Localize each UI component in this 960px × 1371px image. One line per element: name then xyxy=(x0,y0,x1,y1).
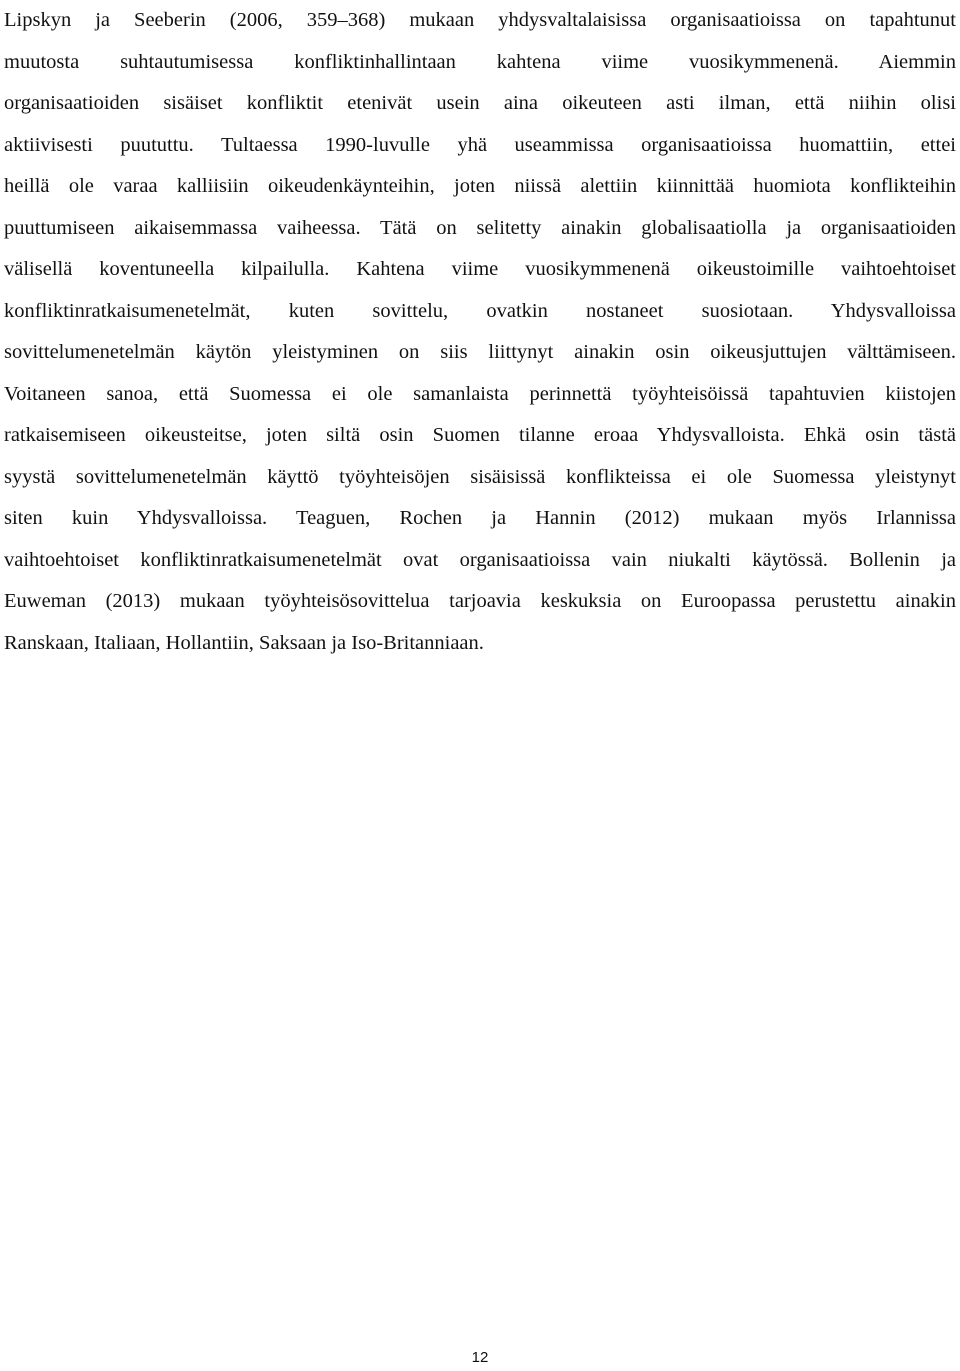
paragraph-line: Voitaneen sanoa, että Suomessa ei ole samanlaista perinnettä työyhteisöissä tapahtuvien kiistojen xyxy=(4,382,956,405)
paragraph-line: muutosta suhtautumisessa konfliktinhallintaan kahtena viime vuosikymmenenä. Aiemmin xyxy=(4,50,956,73)
paragraph-line: siten kuin Yhdysvalloissa. Teaguen, Rochen ja Hannin (2012) mukaan myös Irlannissa xyxy=(4,507,956,529)
paragraph-line: organisaatioiden sisäiset konfliktit etenivät usein aina oikeuteen asti ilman, että niihin olisi xyxy=(4,92,956,114)
paragraph-line: Lipskyn ja Seeberin (2006, 359–368) mukaan yhdysvaltalaisissa organisaatioissa on tapahtunut xyxy=(4,9,956,31)
paragraph-line: sovittelumenetelmän käytön yleistyminen on siis liittynyt ainakin osin oikeusjuttujen välttämiseen. xyxy=(4,341,956,363)
paragraph-line: vaihtoehtoiset konfliktinratkaisumenetelmät ovat organisaatioissa vain niukalti käytössä. Bollenin ja xyxy=(4,548,956,571)
paragraph-line: Euweman (2013) mukaan työyhteisösovittelua tarjoavia keskuksia on Euroopassa perustettu ainakin xyxy=(4,590,956,612)
paragraph-line: ratkaisemiseen oikeusteitse, joten siltä osin Suomen tilanne eroaa Yhdysvalloista. Ehkä osin tästä xyxy=(4,424,956,446)
paragraph-line: heillä ole varaa kalliisiin oikeudenkäynteihin, joten niissä alettiin kiinnittää huomiota konflikteihin xyxy=(4,175,956,197)
paragraph-line: puuttumiseen aikaisemmassa vaiheessa. Tätä on selitetty ainakin globalisaatiolla ja organisaatioiden xyxy=(4,216,956,239)
paragraph-line: aktiivisesti puututtu. Tultaessa 1990-luvulle yhä useammissa organisaatioissa huomattiin, ettei xyxy=(4,133,956,156)
paragraph-line: välisellä koventuneella kilpailulla. Kahtena viime vuosikymmenenä oikeustoimille vaihtoehtoiset xyxy=(4,258,956,280)
paragraph-line: syystä sovittelumenetelmän käyttö työyhteisöjen sisäisissä konflikteissa ei ole Suomessa yleistynyt xyxy=(4,465,956,488)
body-paragraph xyxy=(4,0,956,664)
page-number: 12 xyxy=(471,1349,489,1366)
paragraph-line: konfliktinratkaisumenetelmät, kuten sovittelu, ovatkin nostaneet suosiotaan. Yhdysvalloissa xyxy=(4,299,956,322)
paragraph-line: Ranskaan, Italiaan, Hollantiin, Saksaan ja Iso-Britanniaan. xyxy=(4,631,484,654)
